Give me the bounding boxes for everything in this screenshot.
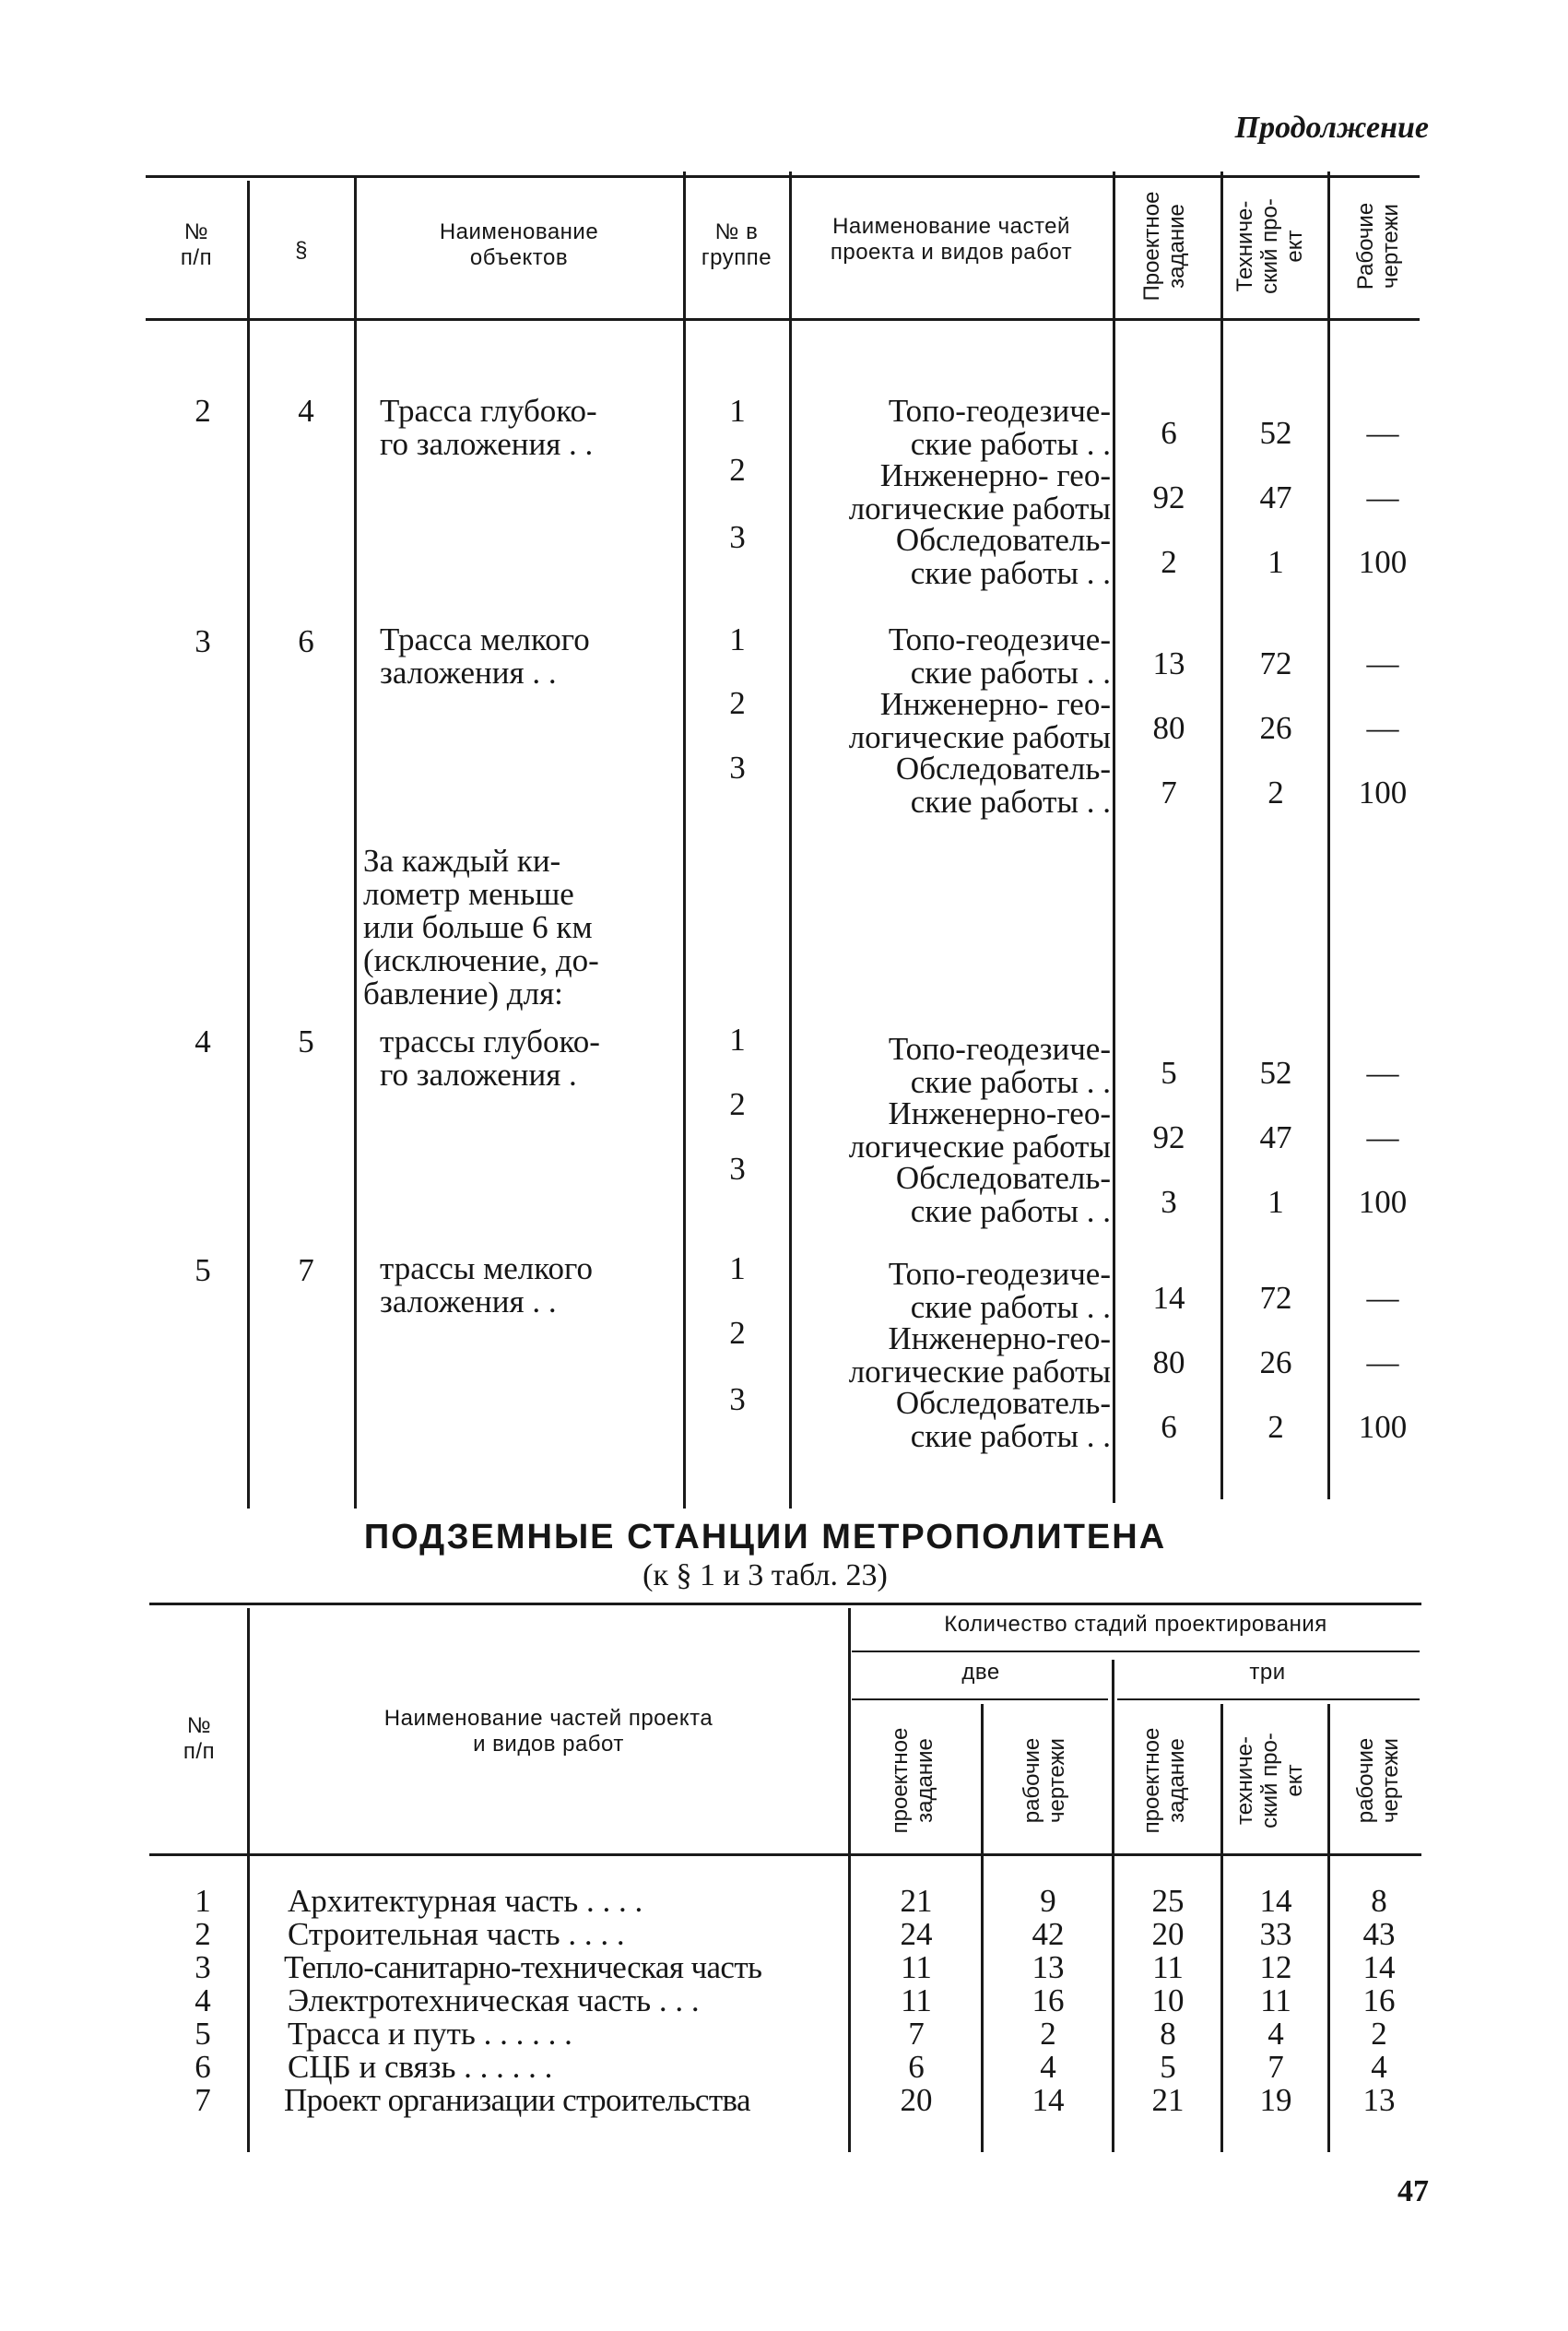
row-work-3: Обследователь- ские работы . . bbox=[895, 522, 1111, 591]
row-part-name: СЦБ и связь . . . . . . bbox=[288, 2049, 553, 2085]
three-stage-working: 4 bbox=[1371, 2049, 1387, 2085]
row-group-3: 3 bbox=[729, 519, 746, 555]
row-work-drawings-2: — bbox=[1366, 710, 1399, 746]
row-tech-3: 2 bbox=[1267, 775, 1284, 811]
header-project-parts: Наименование частей проекта и видов работ bbox=[383, 1706, 713, 1757]
two-stage-working: 42 bbox=[1032, 1916, 1065, 1952]
three-stage-technical: 7 bbox=[1267, 2049, 1284, 2085]
row-work-drawings-2: — bbox=[1366, 479, 1399, 515]
row-proj-3: 6 bbox=[1161, 1409, 1177, 1445]
table-row bbox=[0, 1918, 1568, 1951]
row-group-2: 2 bbox=[729, 452, 746, 488]
continuation-label: Продолжение bbox=[1234, 111, 1429, 145]
table-row bbox=[0, 2051, 1568, 2084]
table-1-note: За каждый ки- лометр меньше или больше 6 км (исключение, до- бавление) для: bbox=[363, 843, 599, 1012]
two-stage-project: 11 bbox=[901, 1949, 932, 1985]
row-tech-2: 26 bbox=[1259, 710, 1292, 746]
two-stage-working: 9 bbox=[1040, 1883, 1056, 1919]
three-stage-working: 2 bbox=[1371, 2016, 1387, 2052]
header-three-project-assignment: проектное задание bbox=[1139, 1727, 1189, 1834]
row-proj-2: 80 bbox=[1152, 710, 1185, 746]
three-stage-technical: 11 bbox=[1260, 1982, 1291, 2018]
two-stage-working: 2 bbox=[1040, 2016, 1056, 2052]
row-tech-1: 72 bbox=[1259, 1280, 1292, 1316]
three-stage-technical: 12 bbox=[1259, 1949, 1292, 1985]
row-number: 5 bbox=[195, 1252, 211, 1288]
row-number: 2 bbox=[195, 1916, 211, 1952]
row-part-name: Трасса и путь . . . . . . bbox=[288, 2016, 572, 2052]
row-work-3: Обследователь- ские работы . . bbox=[895, 1385, 1111, 1454]
two-stage-working: 4 bbox=[1040, 2049, 1056, 2085]
table-row bbox=[0, 2084, 1568, 2117]
row-proj-2: 92 bbox=[1152, 479, 1185, 515]
three-stage-project: 21 bbox=[1151, 2082, 1185, 2118]
header-working-drawings: Рабочие чертежи bbox=[1353, 202, 1403, 290]
table-1-col-divider bbox=[1113, 172, 1115, 1503]
row-work-1: Топо-геодезиче- ские работы . . bbox=[888, 393, 1111, 462]
row-work-3: Обследователь- ские работы . . bbox=[895, 751, 1111, 820]
row-proj-2: 92 bbox=[1152, 1119, 1185, 1155]
table-1-col-divider bbox=[354, 175, 357, 1509]
three-stage-working: 8 bbox=[1371, 1883, 1387, 1919]
row-part-name: Строительная часть . . . . bbox=[288, 1916, 625, 1952]
table-1-header-rule bbox=[146, 318, 1420, 321]
row-part-name: Архитектурная часть . . . . bbox=[288, 1883, 643, 1919]
three-stage-working: 14 bbox=[1362, 1949, 1396, 1985]
three-stage-technical: 19 bbox=[1259, 2082, 1292, 2118]
row-tech-2: 47 bbox=[1259, 479, 1292, 515]
header-technical-project: Техниче- ский про- ект bbox=[1232, 198, 1307, 294]
row-group-3: 3 bbox=[729, 1151, 746, 1187]
row-work-drawings-1: — bbox=[1366, 1280, 1399, 1316]
row-work-2: Инженерно- гео- логические работы bbox=[848, 457, 1111, 527]
three-stage-project: 8 bbox=[1160, 2016, 1176, 2052]
row-work-1: Топо-геодезиче- ские работы . . bbox=[888, 1031, 1111, 1100]
header-three-stages: три bbox=[1249, 1660, 1286, 1685]
two-stage-working: 14 bbox=[1032, 2082, 1065, 2118]
row-group-3: 3 bbox=[729, 750, 746, 786]
row-tech-3: 2 bbox=[1267, 1409, 1284, 1445]
table-row bbox=[0, 1984, 1568, 2017]
row-work-2: Инженерно-гео- логические работы bbox=[848, 1095, 1111, 1165]
row-part-name: Электротехническая часть . . . bbox=[288, 1982, 700, 2018]
header-num: № п/п bbox=[180, 219, 213, 270]
three-stage-technical: 4 bbox=[1267, 2016, 1284, 2052]
row-proj-1: 5 bbox=[1161, 1055, 1177, 1091]
row-group-3: 3 bbox=[729, 1381, 746, 1417]
row-number: 6 bbox=[195, 2049, 211, 2085]
header-objects-name: Наименование объектов bbox=[439, 219, 599, 270]
page-number: 47 bbox=[1397, 2174, 1429, 2208]
two-stage-project: 24 bbox=[900, 1916, 933, 1952]
two-stage-working: 16 bbox=[1032, 1982, 1065, 2018]
row-tech-1: 52 bbox=[1259, 415, 1292, 451]
two-stage-project: 20 bbox=[900, 2082, 933, 2118]
header-project-assignment: Проектное задание bbox=[1139, 191, 1189, 302]
header-two-project-assignment: проектное задание bbox=[888, 1727, 937, 1834]
three-stage-project: 20 bbox=[1151, 1916, 1185, 1952]
three-stage-technical: 14 bbox=[1259, 1883, 1292, 1919]
header-three-technical-project: техниче- ский про- ект bbox=[1232, 1733, 1307, 1828]
table-1-top-rule bbox=[146, 175, 1420, 178]
row-number: 7 bbox=[195, 2082, 211, 2118]
row-work-drawings-3: 100 bbox=[1358, 775, 1408, 811]
row-work-drawings-3: 100 bbox=[1358, 544, 1408, 580]
section-title: ПОДЗЕМНЫЕ СТАНЦИИ МЕТРОПОЛИТЕНА bbox=[363, 1518, 1167, 1556]
row-number: 4 bbox=[195, 1024, 211, 1059]
table-row bbox=[0, 1885, 1568, 1918]
three-stage-working: 16 bbox=[1362, 1982, 1396, 2018]
header-two-working-drawings: рабочие чертежи bbox=[1020, 1737, 1069, 1824]
row-work-drawings-2: — bbox=[1366, 1344, 1399, 1380]
row-group-2: 2 bbox=[729, 685, 746, 721]
row-proj-3: 2 bbox=[1161, 544, 1177, 580]
row-number: 3 bbox=[195, 1949, 211, 1985]
row-tech-1: 52 bbox=[1259, 1055, 1292, 1091]
row-work-drawings-1: — bbox=[1366, 1055, 1399, 1091]
two-stage-project: 11 bbox=[901, 1982, 932, 2018]
row-work-2: Инженерно- гео- логические работы bbox=[848, 686, 1111, 755]
row-work-drawings-3: 100 bbox=[1358, 1184, 1408, 1220]
row-group-2: 2 bbox=[729, 1086, 746, 1122]
row-paragraph: 4 bbox=[298, 393, 314, 429]
table-2-top-rule bbox=[149, 1603, 1421, 1605]
row-group-1: 1 bbox=[729, 393, 746, 429]
row-work-drawings-3: 100 bbox=[1358, 1409, 1408, 1445]
header-three-working-drawings: рабочие чертежи bbox=[1353, 1737, 1403, 1824]
two-stage-project: 21 bbox=[900, 1883, 933, 1919]
row-object-name: трассы мелкого заложения . . bbox=[380, 1250, 593, 1319]
row-tech-2: 47 bbox=[1259, 1119, 1292, 1155]
row-work-1: Топо-геодезиче- ские работы . . bbox=[888, 1256, 1111, 1325]
three-stage-project: 11 bbox=[1152, 1949, 1184, 1985]
row-proj-3: 3 bbox=[1161, 1184, 1177, 1220]
row-object-name: трассы глубоко- го заложения . bbox=[380, 1024, 600, 1093]
row-number: 4 bbox=[195, 1982, 211, 2018]
three-stage-working: 43 bbox=[1362, 1916, 1396, 1952]
table-row bbox=[0, 2017, 1568, 2051]
row-work-2: Инженерно-гео- логические работы bbox=[848, 1320, 1111, 1390]
row-group-1: 1 bbox=[729, 1250, 746, 1286]
header-num: № п/п bbox=[183, 1713, 216, 1764]
row-work-1: Топо-геодезиче- ские работы . . bbox=[888, 621, 1111, 691]
row-work-drawings-1: — bbox=[1366, 645, 1399, 681]
table-2-header-rule bbox=[149, 1853, 1421, 1856]
row-paragraph: 7 bbox=[298, 1252, 314, 1288]
header-stage-count: Количество стадий проектирования bbox=[944, 1612, 1327, 1637]
row-work-3: Обследователь- ские работы . . bbox=[895, 1160, 1111, 1229]
table-1-col-divider bbox=[1327, 172, 1330, 1499]
table-1-col-divider bbox=[247, 181, 250, 1509]
header-group-number: № в группе bbox=[701, 219, 772, 270]
row-work-drawings-1: — bbox=[1366, 415, 1399, 451]
table-1-col-divider bbox=[683, 172, 686, 1509]
row-part-name: Тепло-санитарно-техническая часть bbox=[284, 1949, 762, 1985]
table-2-stage-rule bbox=[852, 1651, 1420, 1652]
row-tech-3: 1 bbox=[1267, 544, 1284, 580]
row-proj-1: 6 bbox=[1161, 415, 1177, 451]
row-number: 1 bbox=[195, 1883, 211, 1919]
table-1-col-divider bbox=[789, 172, 792, 1509]
row-tech-3: 1 bbox=[1267, 1184, 1284, 1220]
row-proj-1: 14 bbox=[1152, 1280, 1185, 1316]
header-two-stages: две bbox=[961, 1660, 1000, 1685]
row-paragraph: 5 bbox=[298, 1024, 314, 1059]
row-group-2: 2 bbox=[729, 1315, 746, 1351]
row-proj-1: 13 bbox=[1152, 645, 1185, 681]
row-number: 3 bbox=[195, 623, 211, 659]
row-paragraph: 6 bbox=[298, 623, 314, 659]
header-paragraph: § bbox=[295, 238, 308, 263]
table-1-col-divider bbox=[1220, 172, 1223, 1499]
row-object-name: Трасса глубоко- го заложения . . bbox=[380, 393, 597, 462]
section-subtitle: (к § 1 и 3 табл. 23) bbox=[643, 1558, 888, 1592]
header-project-parts: Наименование частей проекта и видов работ bbox=[830, 214, 1073, 265]
three-stage-project: 10 bbox=[1151, 1982, 1185, 2018]
row-tech-1: 72 bbox=[1259, 645, 1292, 681]
row-work-drawings-2: — bbox=[1366, 1119, 1399, 1155]
table-row bbox=[0, 1951, 1568, 1984]
row-part-name: Проект организации строительства bbox=[284, 2082, 750, 2118]
row-group-1: 1 bbox=[729, 1022, 746, 1058]
two-stage-project: 7 bbox=[908, 2016, 925, 2052]
three-stage-technical: 33 bbox=[1259, 1916, 1292, 1952]
row-proj-2: 80 bbox=[1152, 1344, 1185, 1380]
three-stage-working: 13 bbox=[1362, 2082, 1396, 2118]
two-stage-project: 6 bbox=[908, 2049, 925, 2085]
row-object-name: Трасса мелкого заложения . . bbox=[380, 621, 590, 691]
row-number: 5 bbox=[195, 2016, 211, 2052]
two-stage-working: 13 bbox=[1032, 1949, 1065, 1985]
row-proj-3: 7 bbox=[1161, 775, 1177, 811]
three-stage-project: 5 bbox=[1160, 2049, 1176, 2085]
row-number: 2 bbox=[195, 393, 211, 429]
three-stage-project: 25 bbox=[1151, 1883, 1185, 1919]
row-tech-2: 26 bbox=[1259, 1344, 1292, 1380]
row-group-1: 1 bbox=[729, 621, 746, 657]
